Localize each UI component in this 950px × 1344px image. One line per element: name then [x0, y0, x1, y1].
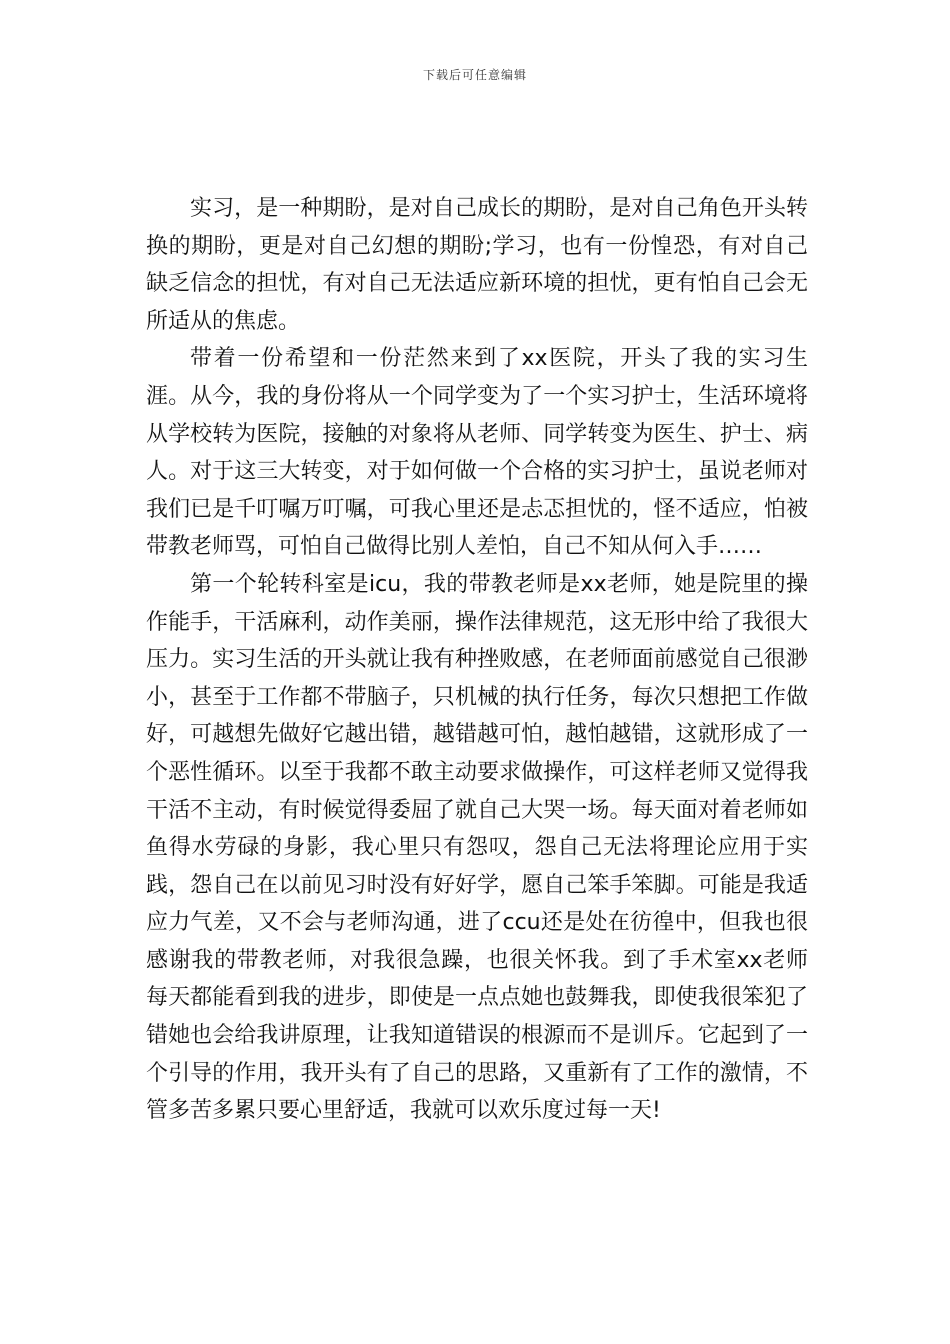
page-header: 下载后可任意编辑 — [422, 68, 527, 82]
paragraph-1: 实习，是一种期盼，是对自己成长的期盼，是对自己角色开头转换的期盼，更是对自己幻想的期盼;学习，也有一份惶恐，有对自己缺乏信念的担忧，有对自己无法适应新环境的担忧，更有怕自己会无所适从的焦虑。 — [146, 196, 808, 334]
paragraph-2: 带着一份希望和一份茫然来到了xx医院，开头了我的实习生涯。从今，我的身份将从一个同学变为了一个实习护士，生活环境将从学校转为医院，接触的对象将从老师、同学转变为医生、护士、病人。对于这三大转变，对于如何做一个合格的实习护士，虽说老师对我们已是千叮嘱万叮嘱，可我心里还是忐忑担忧的，怪不适应，怕被带教老师骂，可怕自己做得比别人差怕，自己不知从何入手…… — [146, 346, 808, 560]
paragraph-3: 第一个轮转科室是icu，我的带教老师是xx老师，她是院里的操作能手，干活麻利，动作美丽，操作法律规范，这无形中给了我很大压力。实习生活的开头就让我有种挫败感，在老师面前感觉自己很渺小，甚至于工作都不带脑子，只机械的执行任务，每次只想把工作做好，可越想先做好它越出错，越错越可怕，越怕越错，这就形成了一个恶性循环。以至于我都不敢主动要求做操作，可这样老师又觉得我干活不主动，有时候觉得委屈了就自己大哭一场。每天面对着老师如鱼得水劳碌的身影，我心里只有怨叹，怨自己无法将理论应用于实践，怨自己在以前见习时没有好好学，愿自己笨手笨脚。可能是我适应力气差，又不会与老师沟通，进了ccu还是处在彷徨中，但我也很感谢我的带教老师，对我很急躁，也很关怀我。到了手术室xx老师每天都能看到我的进步，即使是一点点她也鼓舞我，即使我很笨犯了错她也会给我讲原理，让我知道错误的根源而不是训斥。它起到了一个引导的作用，我开头有了自己的思路，又重新有了工作的激情，不管多苦多累只要心里舒适，我就可以欢乐度过每一天! — [146, 571, 808, 1124]
document-body — [146, 190, 808, 1130]
